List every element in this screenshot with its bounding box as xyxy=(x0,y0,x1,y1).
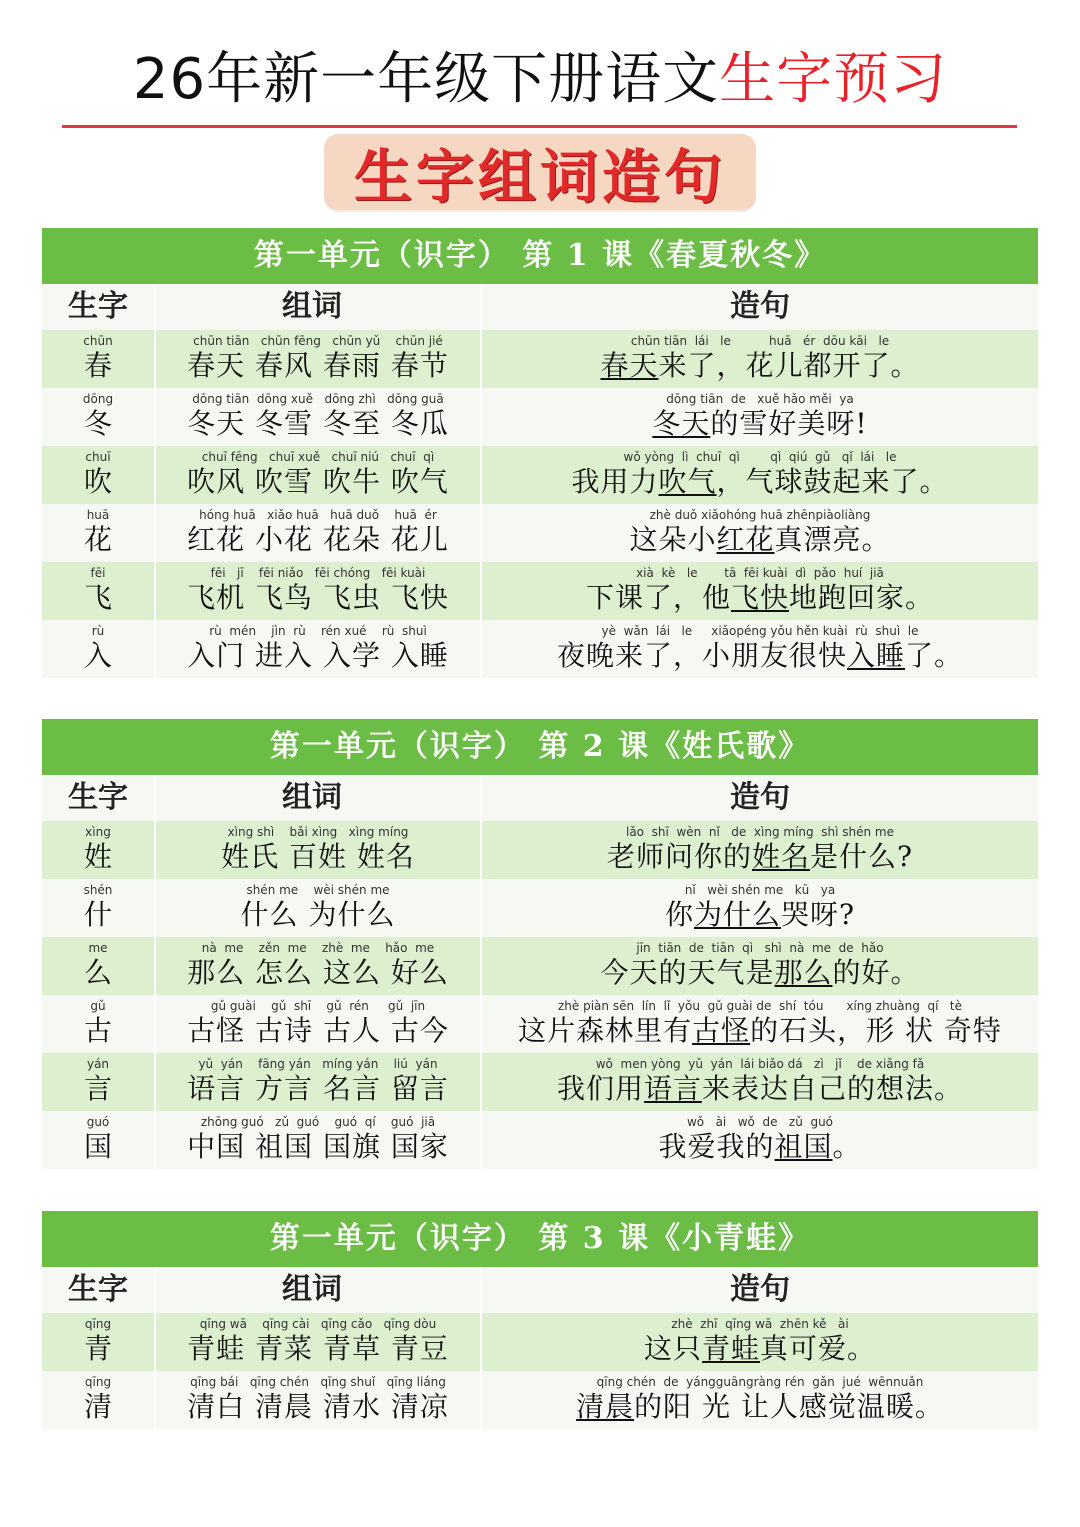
sentence-cell xyxy=(482,1053,1038,1111)
char-pinyin: qīng xyxy=(84,1317,112,1331)
sentence-cell xyxy=(482,330,1038,388)
words: 语言 方言 名言 留言 xyxy=(187,1072,449,1105)
sentence-pinyin: qīng chén de yángguāngràng rén gǎn jué wēnnuǎn xyxy=(596,1375,924,1389)
words-pinyin: nà me zěn me zhè me hǎo me xyxy=(201,941,435,955)
sentence-prefix: 这片森林里有 xyxy=(518,1014,693,1047)
sentence-pinyin: nǐ wèi shén me kū ya xyxy=(684,883,836,897)
words-pinyin: yǔ yán fāng yán míng yán liú yán xyxy=(198,1057,438,1071)
sentence xyxy=(482,1129,1038,1165)
words-pinyin: gǔ guài gǔ shī gǔ rén gǔ jīn xyxy=(210,999,426,1013)
table-row xyxy=(42,1053,1038,1111)
words-cell xyxy=(156,1313,480,1371)
sentence-prefix: 今天的天气是 xyxy=(600,956,775,989)
sentence xyxy=(482,1331,1038,1367)
words-pinyin: qīng wā qīng cài qīng cǎo qīng dòu xyxy=(199,1317,437,1331)
char-pinyin: chūn xyxy=(83,334,113,348)
header-words: 组词 xyxy=(156,775,480,821)
sentence-target-word: 红花 xyxy=(716,523,775,556)
character: 言 xyxy=(83,1072,112,1105)
table-row xyxy=(42,937,1038,995)
char-pinyin: rù xyxy=(91,624,105,638)
char-cell xyxy=(42,446,154,504)
sentence-target-word: 冬天 xyxy=(652,407,711,440)
char-cell xyxy=(42,388,154,446)
words: 古怪 古诗 古人 古今 xyxy=(187,1014,449,1047)
sentence-suffix: 的好。 xyxy=(832,956,920,989)
char-cell xyxy=(42,562,154,620)
char-pinyin: huā xyxy=(86,508,110,522)
table-row xyxy=(42,504,1038,562)
char-pinyin: dōng xyxy=(82,392,114,406)
sentence-prefix: 你 xyxy=(664,898,694,931)
sentence-target-word: 入睡 xyxy=(846,639,905,672)
sentence-pinyin: zhè duǒ xiǎohóng huā zhēnpiàoliàng xyxy=(649,508,871,522)
title-divider xyxy=(62,125,1017,128)
sentence xyxy=(482,406,1038,442)
sentence-cell xyxy=(482,388,1038,446)
words-cell xyxy=(156,330,480,388)
sentence-prefix: 这只 xyxy=(643,1332,702,1365)
sentence-prefix: 老师问你的 xyxy=(606,840,752,873)
sentence-target-word: 语言 xyxy=(643,1072,702,1105)
sentence-pinyin: dōng tiān de xuě hǎo měi ya xyxy=(666,392,854,406)
table-header-row xyxy=(42,1267,1038,1313)
character: 吹 xyxy=(83,465,112,498)
sentence-prefix: 我用力 xyxy=(571,465,659,498)
header-words: 组词 xyxy=(156,1267,480,1313)
header-char: 生字 xyxy=(42,284,154,330)
header-words: 组词 xyxy=(156,284,480,330)
table-row xyxy=(42,388,1038,446)
words-cell xyxy=(156,937,480,995)
table-row xyxy=(42,1371,1038,1429)
sentence xyxy=(482,638,1038,674)
sentence-cell xyxy=(482,1313,1038,1371)
sentence-suffix: 真可爱。 xyxy=(760,1332,877,1365)
character: 么 xyxy=(83,956,112,989)
words-cell xyxy=(156,1111,480,1169)
header-sentence: 造句 xyxy=(482,775,1038,821)
char-cell xyxy=(42,1371,154,1429)
sentence-prefix: 这朵小 xyxy=(629,523,717,556)
table-row xyxy=(42,1111,1038,1169)
sentence-cell xyxy=(482,620,1038,678)
character: 姓 xyxy=(83,840,112,873)
sentence-suffix: 哭呀? xyxy=(781,898,856,931)
sentence-pinyin: zhè piàn sēn lín lǐ yǒu gǔ guài de shí tóu xíng zhuàng qí tè xyxy=(558,999,962,1013)
sentence-pinyin: wǒ ài wǒ de zǔ guó xyxy=(686,1115,834,1129)
words-cell xyxy=(156,1053,480,1111)
sentence-prefix: 夜晚来了，小朋友很快 xyxy=(556,639,847,672)
sentence-suffix: 来表达自己的想法。 xyxy=(702,1072,964,1105)
sentence-prefix: 下课了，他 xyxy=(585,581,731,614)
char-cell xyxy=(42,1053,154,1111)
sentence-suffix: 的阳 光 让人感觉温暖。 xyxy=(634,1390,944,1423)
table-row xyxy=(42,446,1038,504)
words-cell xyxy=(156,504,480,562)
lesson-heading: 第一单元（识字） 第 2 课《姓氏歌》 xyxy=(42,719,1038,775)
words: 姓氏 百姓 姓名 xyxy=(221,840,415,873)
char-pinyin: qīng xyxy=(84,1375,112,1389)
sentence-suffix: 来了，花儿都开了。 xyxy=(658,349,920,382)
sentence-suffix: 地跑回家。 xyxy=(789,581,935,614)
sentence-suffix: 的雪好美呀! xyxy=(710,407,868,440)
char-cell xyxy=(42,821,154,879)
char-pinyin: shén xyxy=(83,883,113,897)
sentence xyxy=(482,1013,1038,1049)
character: 春 xyxy=(83,349,112,382)
words-cell xyxy=(156,388,480,446)
char-pinyin: xìng xyxy=(85,825,111,839)
words-pinyin: shén me wèi shén me xyxy=(246,883,390,897)
sentence-target-word: 那么 xyxy=(774,956,833,989)
sentence-prefix: 我们用 xyxy=(556,1072,644,1105)
sentence-prefix: 我爱我的 xyxy=(658,1130,775,1163)
words: 入门 进入 入学 入睡 xyxy=(187,639,449,672)
sentence-suffix: 真漂亮。 xyxy=(774,523,891,556)
header-sentence: 造句 xyxy=(482,284,1038,330)
words-pinyin: zhōng guó zǔ guó guó qí guó jiā xyxy=(200,1115,436,1129)
lesson-table xyxy=(42,228,1038,678)
words-cell xyxy=(156,620,480,678)
subtitle-banner xyxy=(324,134,756,210)
char-pinyin: fēi xyxy=(90,566,106,580)
character: 青 xyxy=(83,1332,112,1365)
sentence-target-word: 古怪 xyxy=(692,1014,751,1047)
words-pinyin: fēi jī fēi niǎo fēi chóng fēi kuài xyxy=(210,566,426,580)
header-char: 生字 xyxy=(42,775,154,821)
sentence-target-word: 春天 xyxy=(600,349,659,382)
sentence-target-word: 青蛙 xyxy=(701,1332,760,1365)
words: 冬天 冬雪 冬至 冬瓜 xyxy=(187,407,449,440)
char-cell xyxy=(42,620,154,678)
sentence-pinyin: wǒ men yòng yǔ yán lái biǎo dá zì jǐ de xiǎng fǎ xyxy=(595,1057,925,1071)
lesson-table xyxy=(42,1211,1038,1429)
sentence-cell xyxy=(482,562,1038,620)
words-cell xyxy=(156,879,480,937)
words-pinyin: chuī fēng chuī xuě chuī niú chuī qì xyxy=(201,450,435,464)
sentence xyxy=(482,1071,1038,1107)
character: 花 xyxy=(83,523,112,556)
sentence-pinyin: yè wǎn lái le xiǎopéng yǒu hěn kuài rù shuì le xyxy=(601,624,919,638)
character: 入 xyxy=(83,639,112,672)
words: 中国 祖国 国旗 国家 xyxy=(187,1130,449,1163)
title-main: 26年新一年级下册语文 xyxy=(132,47,720,112)
sentence-suffix: 的石头，形 状 奇特 xyxy=(750,1014,1002,1047)
sentence xyxy=(482,580,1038,616)
words-cell xyxy=(156,821,480,879)
sentence-pinyin: zhè zhī qīng wā zhēn kě ài xyxy=(671,1317,849,1331)
sentence xyxy=(482,1389,1038,1425)
char-pinyin: gǔ xyxy=(90,999,106,1013)
words-pinyin: qīng bái qīng chén qīng shuǐ qīng liáng xyxy=(190,1375,446,1389)
words: 红花 小花 花朵 花儿 xyxy=(187,523,449,556)
words-pinyin: chūn tiān chūn fēng chūn yǔ chūn jié xyxy=(193,334,443,348)
sentence-pinyin: xià kè le tā fēi kuài dì pǎo huí jiā xyxy=(636,566,884,580)
table-row xyxy=(42,330,1038,388)
sentence-target-word: 为什么 xyxy=(693,898,781,931)
sentence-pinyin: jīn tiān de tiān qì shì nà me de hǎo xyxy=(636,941,884,955)
sentence-suffix: 了。 xyxy=(905,639,964,672)
words: 什么 为什么 xyxy=(240,898,396,931)
sentence-pinyin: wǒ yòng lì chuī qì qì qiú gǔ qǐ lái le xyxy=(623,450,897,464)
char-pinyin: yán xyxy=(86,1057,110,1071)
char-pinyin: me xyxy=(88,941,108,955)
subtitle: 生字组词造句 xyxy=(353,143,726,211)
character: 什 xyxy=(83,898,112,931)
character: 古 xyxy=(83,1014,112,1047)
words: 青蛙 青菜 青草 青豆 xyxy=(187,1332,449,1365)
character: 国 xyxy=(83,1130,112,1163)
words: 飞机 飞鸟 飞虫 飞快 xyxy=(187,581,449,614)
words: 吹风 吹雪 吹牛 吹气 xyxy=(187,465,449,498)
character: 清 xyxy=(83,1390,112,1423)
table-row xyxy=(42,620,1038,678)
table-row xyxy=(42,1313,1038,1371)
table-row xyxy=(42,879,1038,937)
words: 春天 春风 春雨 春节 xyxy=(187,349,449,382)
sentence-target-word: 祖国 xyxy=(774,1130,833,1163)
page-title xyxy=(0,40,1080,120)
sentence xyxy=(482,955,1038,991)
words-cell xyxy=(156,995,480,1053)
sentence xyxy=(482,464,1038,500)
sentence-pinyin: lǎo shī wèn nǐ de xìng míng shì shén me xyxy=(625,825,894,839)
words-cell xyxy=(156,446,480,504)
char-cell xyxy=(42,1313,154,1371)
words-cell xyxy=(156,1371,480,1429)
char-cell xyxy=(42,879,154,937)
lesson-heading: 第一单元（识字） 第 1 课《春夏秋冬》 xyxy=(42,228,1038,284)
lesson-table xyxy=(42,719,1038,1169)
char-cell xyxy=(42,937,154,995)
sentence-cell xyxy=(482,1371,1038,1429)
char-cell xyxy=(42,504,154,562)
char-cell xyxy=(42,330,154,388)
words-pinyin: hóng huā xiǎo huā huā duǒ huā ér xyxy=(199,508,437,522)
lesson-heading: 第一单元（识字） 第 3 课《小青蛙》 xyxy=(42,1211,1038,1267)
table-header-row xyxy=(42,284,1038,330)
words-pinyin: xìng shì bǎi xìng xìng míng xyxy=(227,825,409,839)
sentence-pinyin: chūn tiān lái le huā ér dōu kāi le xyxy=(630,334,890,348)
char-pinyin: guó xyxy=(86,1115,110,1129)
sentence-target-word: 姓名 xyxy=(751,840,810,873)
sentence-target-word: 吹气 xyxy=(658,465,717,498)
char-pinyin: chuī xyxy=(85,450,111,464)
table-row xyxy=(42,562,1038,620)
table-row xyxy=(42,995,1038,1053)
char-cell xyxy=(42,995,154,1053)
sentence xyxy=(482,839,1038,875)
words: 那么 怎么 这么 好么 xyxy=(187,956,449,989)
sentence-cell xyxy=(482,821,1038,879)
sentence xyxy=(482,897,1038,933)
title-highlight: 生字预习 xyxy=(719,47,948,112)
words-pinyin: dōng tiān dōng xuě dōng zhì dōng guā xyxy=(192,392,444,406)
sentence-cell xyxy=(482,446,1038,504)
sentence-cell xyxy=(482,879,1038,937)
words-pinyin: rù mén jìn rù rén xué rù shuì xyxy=(209,624,427,638)
sentence-target-word: 飞快 xyxy=(730,581,789,614)
character: 飞 xyxy=(83,581,112,614)
words: 清白 清晨 清水 清凉 xyxy=(187,1390,449,1423)
table-row xyxy=(42,821,1038,879)
sentence-cell xyxy=(482,1111,1038,1169)
words-cell xyxy=(156,562,480,620)
header-char: 生字 xyxy=(42,1267,154,1313)
header-sentence: 造句 xyxy=(482,1267,1038,1313)
sentence-suffix: 。 xyxy=(832,1130,862,1163)
sentence-cell xyxy=(482,937,1038,995)
character: 冬 xyxy=(83,407,112,440)
sentence xyxy=(482,348,1038,384)
char-cell xyxy=(42,1111,154,1169)
sentence-target-word: 清晨 xyxy=(576,1390,635,1423)
sentence-suffix: 是什么? xyxy=(810,840,914,873)
sentence-suffix: ，气球鼓起来了。 xyxy=(716,465,949,498)
sentence xyxy=(482,522,1038,558)
sentence-cell xyxy=(482,995,1038,1053)
table-header-row xyxy=(42,775,1038,821)
sentence-cell xyxy=(482,504,1038,562)
